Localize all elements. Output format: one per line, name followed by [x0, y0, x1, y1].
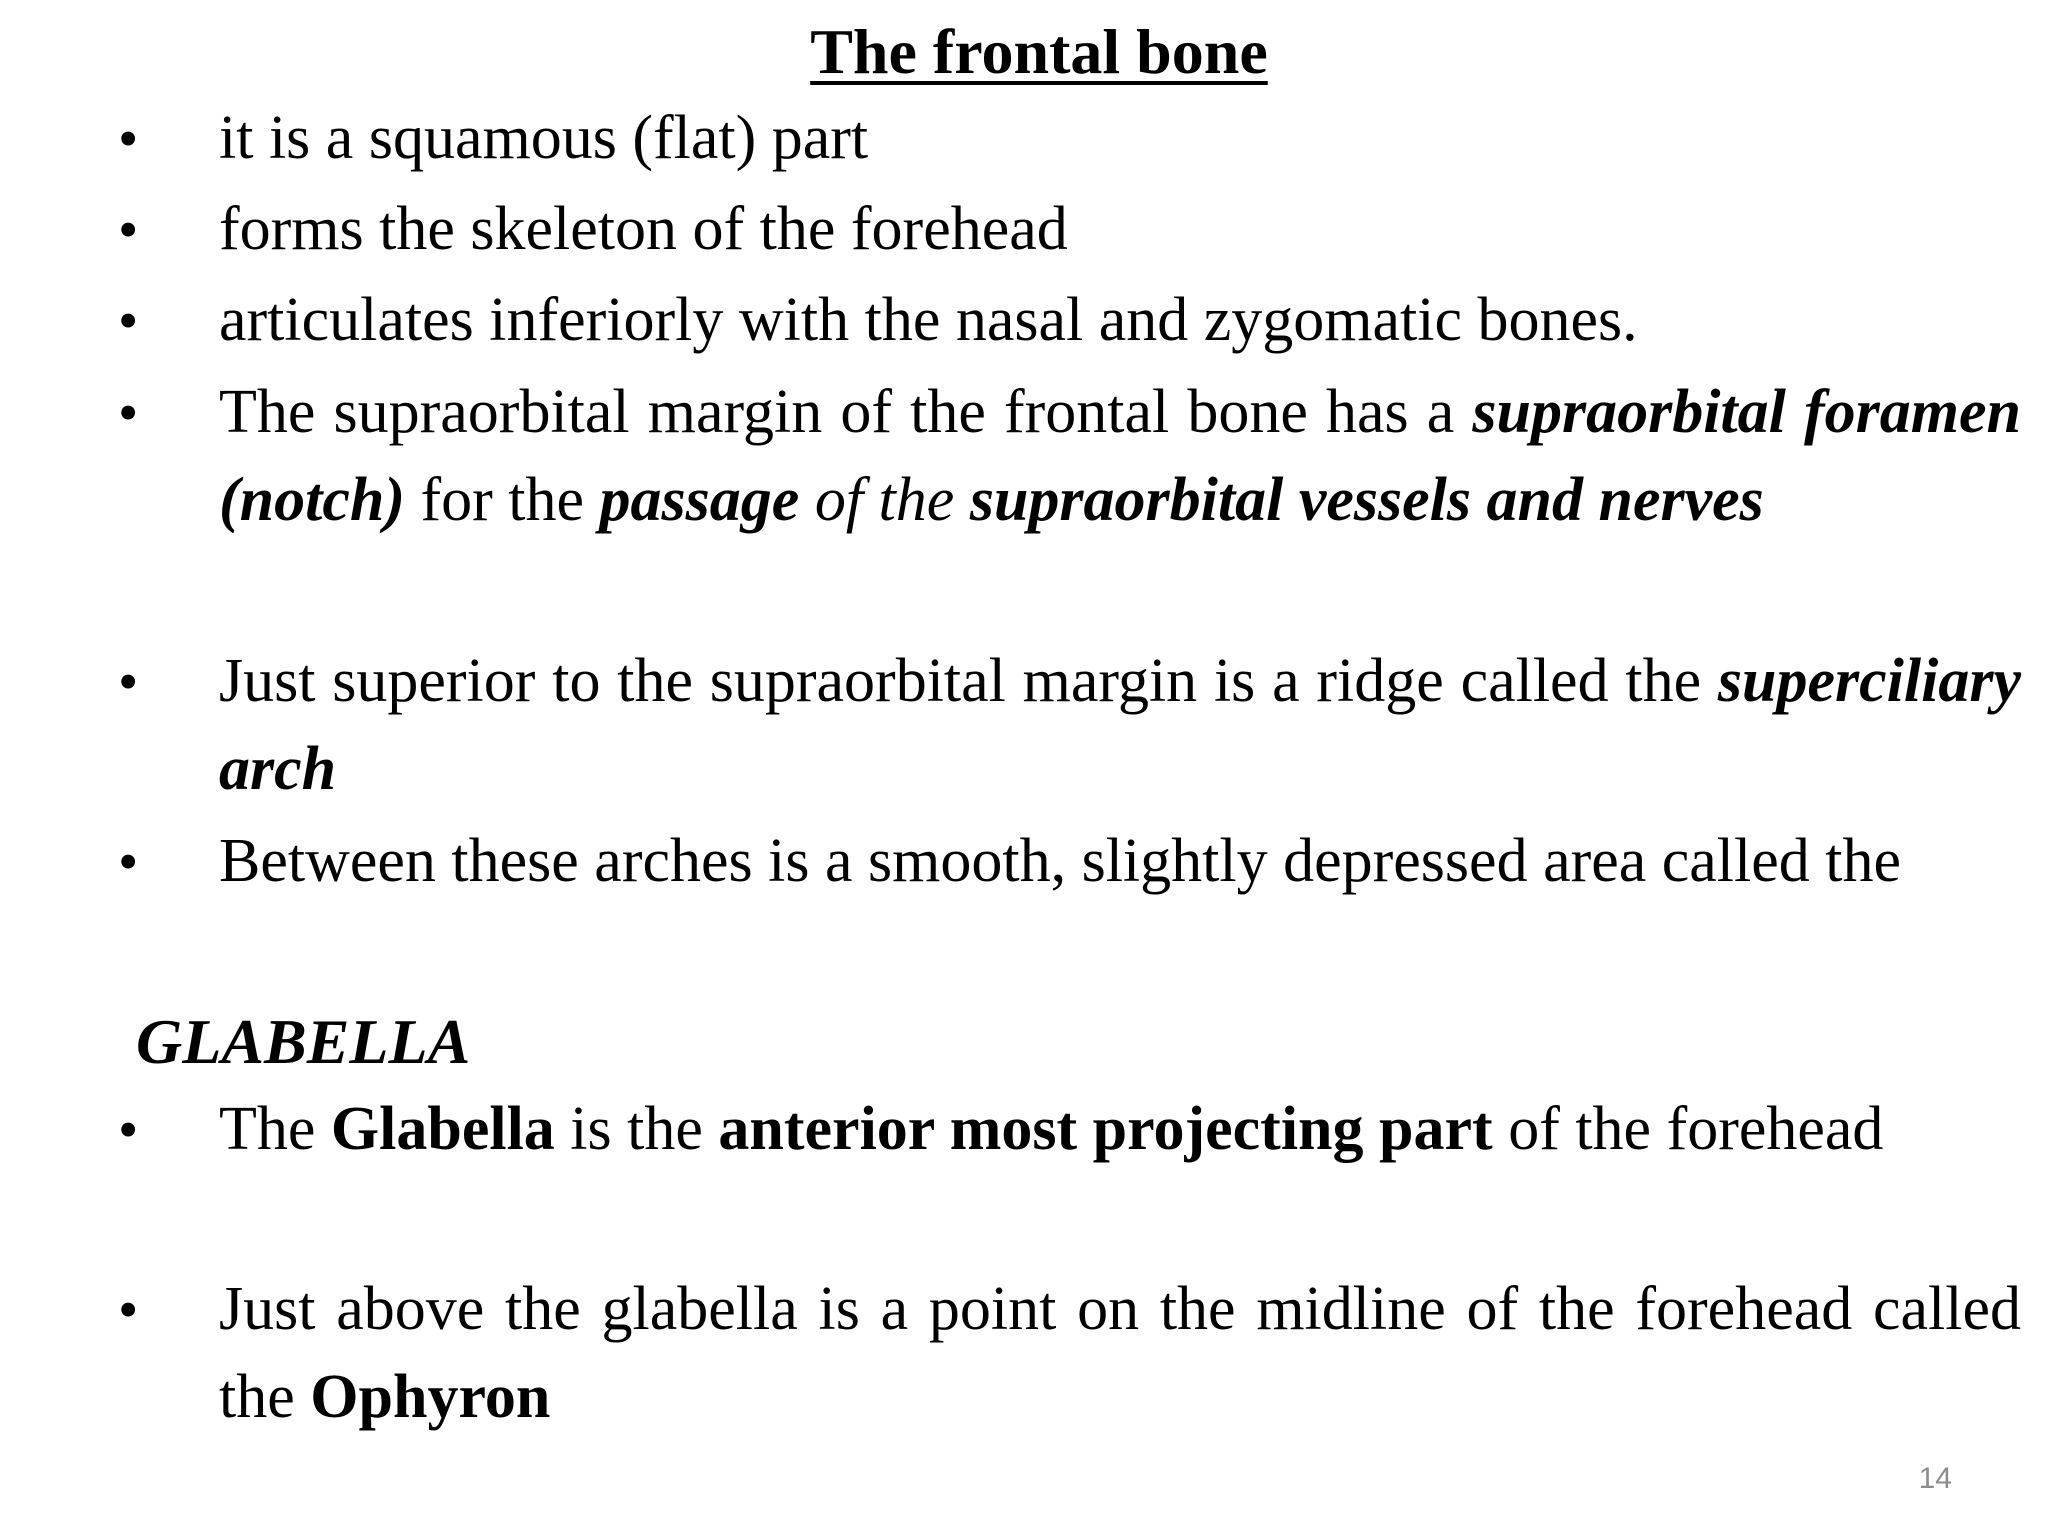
- bullet-7-part-3: is the: [554, 1095, 719, 1163]
- anterior-most-projecting-term: anterior most projecting part: [718, 1095, 1493, 1163]
- bullet-4-part-5: of the: [799, 466, 970, 534]
- bullet-text-8: [219, 1265, 2021, 1441]
- glabella-heading: GLABELLA: [136, 1006, 471, 1077]
- bullet-text-1: it is a squamous (flat) part: [219, 104, 869, 172]
- supraorbital-vessels-term: supraorbital vessels and nerves: [969, 466, 1764, 534]
- bullet-4-part-1: The supraorbital margin of the frontal bone has a: [219, 378, 1473, 446]
- bullet-text-7: [219, 1085, 2021, 1173]
- bullet-marker: •: [118, 197, 139, 262]
- bullet-text-5: [219, 637, 2021, 813]
- bullet-7-part-1: The: [219, 1095, 331, 1163]
- slide-title-text: The frontal bone: [810, 16, 1268, 87]
- bullet-marker: •: [118, 649, 139, 714]
- bullet-marker: •: [118, 829, 139, 894]
- bullet-8-part-1: Just above the glabella is a point on the midline of the forehead called the: [219, 1275, 2021, 1431]
- bullet-marker: •: [118, 106, 139, 171]
- bullet-marker: •: [118, 288, 139, 353]
- bullet-marker: •: [118, 1277, 139, 1342]
- bullet-5-part-1: Just superior to the supraorbital margin is a ridge called the: [219, 647, 1718, 715]
- bullet-marker: •: [118, 380, 139, 445]
- bullet-7-part-5: of the forehead: [1492, 1095, 1884, 1163]
- ophyron-term: Ophyron: [310, 1363, 551, 1431]
- bullet-text-2: forms the skeleton of the forehead: [219, 195, 1068, 263]
- slide-number: 14: [1918, 1462, 1952, 1495]
- bullet-text-6: Between these arches is a smooth, slightly depressed area called the: [219, 827, 1902, 895]
- bullet-text-4: [219, 368, 2021, 544]
- bullet-text-3: articulates inferiorly with the nasal and zygomatic bones.: [219, 286, 1638, 354]
- bullet-marker: •: [118, 1097, 139, 1162]
- superciliary-arch-term: superciliary arch: [219, 647, 2021, 803]
- glabella-term: Glabella: [330, 1095, 555, 1163]
- passage-term: passage: [599, 466, 800, 534]
- slide-title: [0, 4, 2048, 100]
- supraorbital-foramen-term: supraorbital foramen (notch): [219, 378, 2021, 534]
- bullet-4-part-3: for the: [405, 466, 600, 534]
